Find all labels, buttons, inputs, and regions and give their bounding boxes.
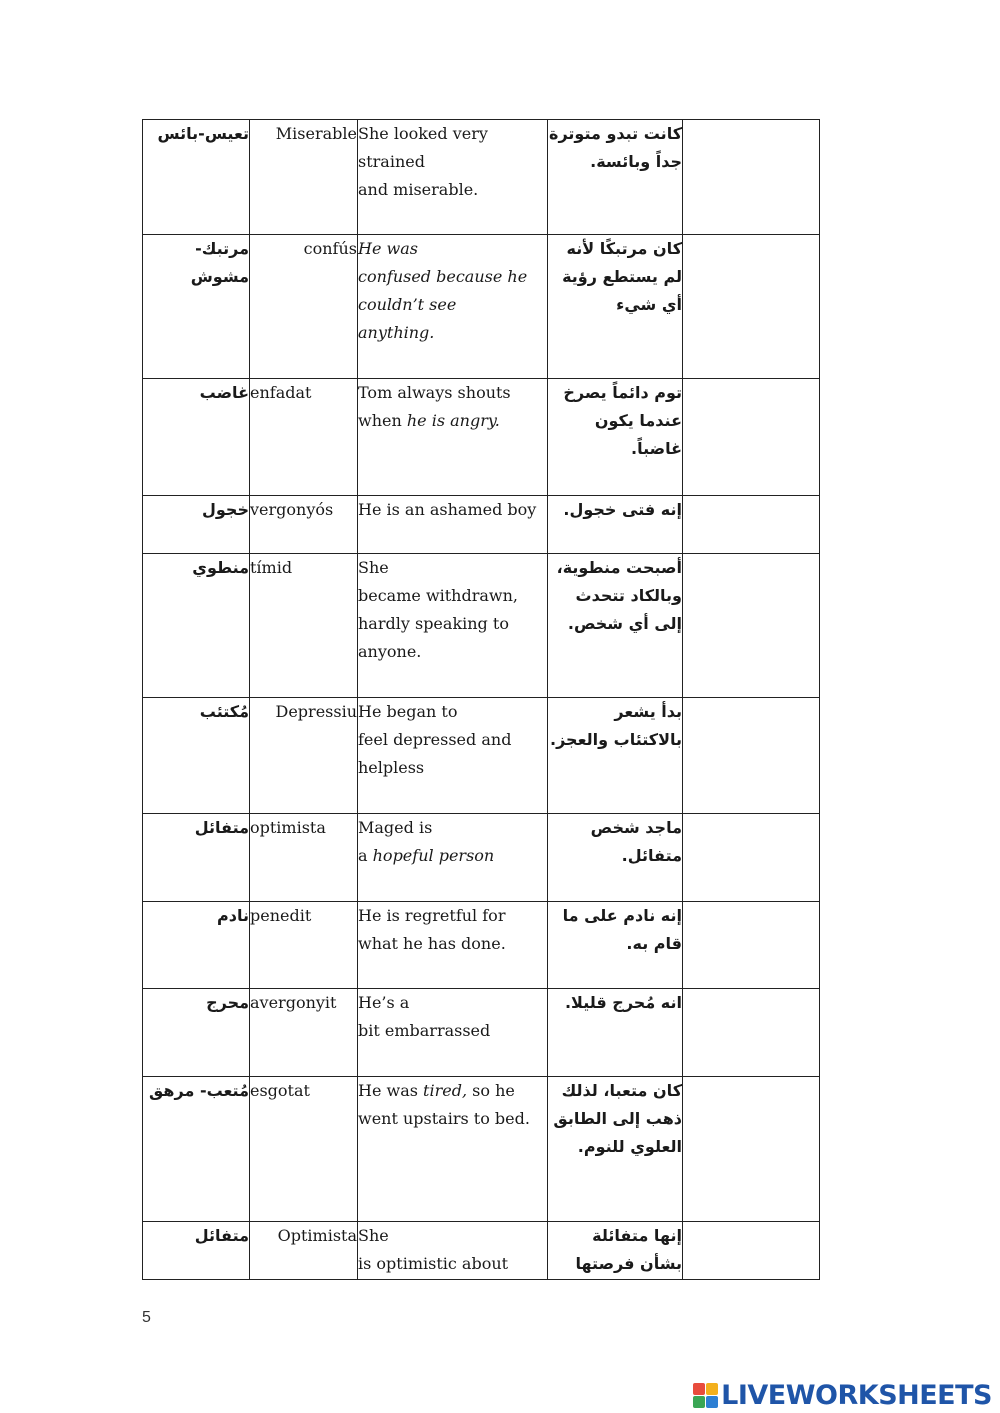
arabic-sentence-cell: كان متعبا، لذلك ذهب إلى الطابق العلوي للنوم. <box>548 1077 683 1222</box>
english-sentence-cell <box>358 496 548 554</box>
arabic-sentence-cell: بدأ يشعر بالاكتئاب والعجز. <box>548 698 683 814</box>
arabic-sentence-cell: ماجد شخص متفائل. <box>548 814 683 902</box>
english-sentence-cell <box>358 379 548 496</box>
english-sentence-line <box>358 814 547 842</box>
english-sentence-cell <box>358 814 548 902</box>
catalan-word-cell: esgotat <box>250 1077 358 1222</box>
english-sentence-segment: He began to <box>358 702 458 721</box>
arabic-word-cell: مُتعب- مرهق <box>143 1077 250 1222</box>
english-sentence-cell <box>358 1077 548 1222</box>
english-sentence-segment: feel depressed and <box>358 730 512 749</box>
empty-answer-cell[interactable] <box>683 902 820 989</box>
english-sentence-segment: He is an ashamed boy <box>358 500 537 519</box>
english-sentence-segment: He was <box>358 239 418 258</box>
english-sentence-line <box>358 610 547 638</box>
english-sentence-line <box>358 176 547 204</box>
english-sentence-cell <box>358 698 548 814</box>
table-row <box>143 698 820 814</box>
vocabulary-table <box>142 119 820 1280</box>
logo-square <box>706 1383 718 1395</box>
table-row <box>143 1222 820 1280</box>
empty-answer-cell[interactable] <box>683 554 820 698</box>
table-row <box>143 902 820 989</box>
english-sentence-segment: and miserable. <box>358 180 479 199</box>
english-sentence-line <box>358 379 547 407</box>
english-sentence-cell <box>358 235 548 379</box>
english-sentence-cell <box>358 120 548 235</box>
arabic-word-cell: متفائل <box>143 814 250 902</box>
english-sentence-line <box>358 148 547 176</box>
english-sentence-segment: couldn’t see <box>358 295 457 314</box>
arabic-sentence-cell: إنه فتى خجول. <box>548 496 683 554</box>
table-row <box>143 554 820 698</box>
english-sentence-segment: She <box>358 558 389 577</box>
english-sentence-line <box>358 1250 547 1278</box>
english-sentence-segment: when <box>358 411 407 430</box>
arabic-word-cell: تعيس-بائس <box>143 120 250 235</box>
catalan-word-cell: optimista <box>250 814 358 902</box>
english-sentence-line <box>358 1017 547 1045</box>
table-row <box>143 235 820 379</box>
english-sentence-segment: Maged is <box>358 818 433 837</box>
english-sentence-segment: hardly speaking to <box>358 614 509 633</box>
english-sentence-segment: hopeful person <box>372 846 495 865</box>
english-sentence-segment: so he <box>467 1081 515 1100</box>
empty-answer-cell[interactable] <box>683 1222 820 1280</box>
arabic-sentence-cell: أصبحت منطوية، وبالكاد تتحدث إلى أي شخص. <box>548 554 683 698</box>
english-sentence-line <box>358 582 547 610</box>
logo-square <box>693 1383 705 1395</box>
arabic-word-cell: محرج <box>143 989 250 1077</box>
english-sentence-line <box>358 930 547 958</box>
logo-square <box>693 1396 705 1408</box>
liveworksheets-logo-icon <box>693 1383 718 1408</box>
english-sentence-segment: helpless <box>358 758 425 777</box>
english-sentence-segment: anything. <box>358 323 435 342</box>
catalan-word-cell: penedit <box>250 902 358 989</box>
arabic-sentence-cell: كان مرتبكًا لأنه لم يستطع رؤية أي شيء <box>548 235 683 379</box>
catalan-word-cell: Depressiu <box>250 698 358 814</box>
english-sentence-segment: He was <box>358 1081 424 1100</box>
english-sentence-segment: He’s a <box>358 993 410 1012</box>
english-sentence-cell <box>358 554 548 698</box>
english-sentence-segment: strained <box>358 152 425 171</box>
english-sentence-line <box>358 263 547 291</box>
empty-answer-cell[interactable] <box>683 496 820 554</box>
english-sentence-segment: is optimistic about <box>358 1254 509 1273</box>
arabic-word-cell: متفائل <box>143 1222 250 1280</box>
table-row <box>143 379 820 496</box>
english-sentence-segment: confused because he <box>358 267 528 286</box>
liveworksheets-brand-name: LIVEWORKSHEETS <box>721 1379 992 1411</box>
catalan-word-cell: Miserable <box>250 120 358 235</box>
english-sentence-line <box>358 407 547 435</box>
catalan-word-cell: confús <box>250 235 358 379</box>
english-sentence-line <box>358 638 547 666</box>
arabic-sentence-cell: إنها متفائلة بشأن فرصتها <box>548 1222 683 1280</box>
empty-answer-cell[interactable] <box>683 1077 820 1222</box>
english-sentence-line <box>358 902 547 930</box>
english-sentence-segment: anyone. <box>358 642 422 661</box>
english-sentence-segment: tired, <box>423 1081 468 1100</box>
table-row <box>143 1077 820 1222</box>
english-sentence-line <box>358 319 547 347</box>
english-sentence-line <box>358 235 547 263</box>
english-sentence-segment: He is regretful for <box>358 906 506 925</box>
arabic-sentence-cell: انه مُحرج قليلا. <box>548 989 683 1077</box>
english-sentence-segment: became withdrawn, <box>358 586 518 605</box>
arabic-word-cell: غاضب <box>143 379 250 496</box>
arabic-sentence-cell: إنه نادم على ما قام به. <box>548 902 683 989</box>
logo-square <box>706 1396 718 1408</box>
table-row <box>143 496 820 554</box>
page-number: 5 <box>142 1309 151 1326</box>
arabic-word-cell: نادم <box>143 902 250 989</box>
empty-answer-cell[interactable] <box>683 814 820 902</box>
english-sentence-line <box>358 1222 547 1250</box>
english-sentence-line <box>358 726 547 754</box>
english-sentence-line <box>358 496 547 524</box>
empty-answer-cell[interactable] <box>683 235 820 379</box>
english-sentence-segment: She <box>358 1226 389 1245</box>
english-sentence-line <box>358 698 547 726</box>
table-row <box>143 120 820 235</box>
english-sentence-line <box>358 754 547 782</box>
arabic-sentence-cell: كانت تبدو متوترة جداً وبائسة. <box>548 120 683 235</box>
empty-answer-cell[interactable] <box>683 989 820 1077</box>
catalan-word-cell: vergonyós <box>250 496 358 554</box>
empty-answer-cell[interactable] <box>683 120 820 235</box>
vocabulary-table-body <box>143 120 820 1280</box>
table-row <box>143 814 820 902</box>
english-sentence-segment: what he has done. <box>358 934 506 953</box>
english-sentence-segment: Tom always shouts <box>358 383 511 402</box>
english-sentence-segment: bit embarrassed <box>358 1021 491 1040</box>
arabic-sentence-cell: توم دائماً يصرخ عندما يكون غاضباً. <box>548 379 683 496</box>
liveworksheets-logo[interactable] <box>693 1381 992 1409</box>
english-sentence-segment: a <box>358 846 373 865</box>
english-sentence-line <box>358 291 547 319</box>
english-sentence-line <box>358 1077 547 1105</box>
catalan-word-cell: avergonyit <box>250 989 358 1077</box>
arabic-word-cell: خجول <box>143 496 250 554</box>
empty-answer-cell[interactable] <box>683 379 820 496</box>
catalan-word-cell: tímid <box>250 554 358 698</box>
english-sentence-line <box>358 989 547 1017</box>
english-sentence-line <box>358 554 547 582</box>
english-sentence-segment: She looked very <box>358 124 488 143</box>
english-sentence-line <box>358 842 547 870</box>
arabic-word-cell: منطوي <box>143 554 250 698</box>
english-sentence-line <box>358 120 547 148</box>
table-row <box>143 989 820 1077</box>
english-sentence-segment: went upstairs to bed. <box>358 1109 530 1128</box>
english-sentence-segment: he is angry. <box>406 411 500 430</box>
english-sentence-cell <box>358 1222 548 1280</box>
english-sentence-cell <box>358 902 548 989</box>
catalan-word-cell: Optimista <box>250 1222 358 1280</box>
english-sentence-cell <box>358 989 548 1077</box>
empty-answer-cell[interactable] <box>683 698 820 814</box>
arabic-word-cell: مُكتئب <box>143 698 250 814</box>
english-sentence-line <box>358 1105 547 1133</box>
catalan-word-cell: enfadat <box>250 379 358 496</box>
arabic-word-cell: مرتبك- مشوش <box>143 235 250 379</box>
